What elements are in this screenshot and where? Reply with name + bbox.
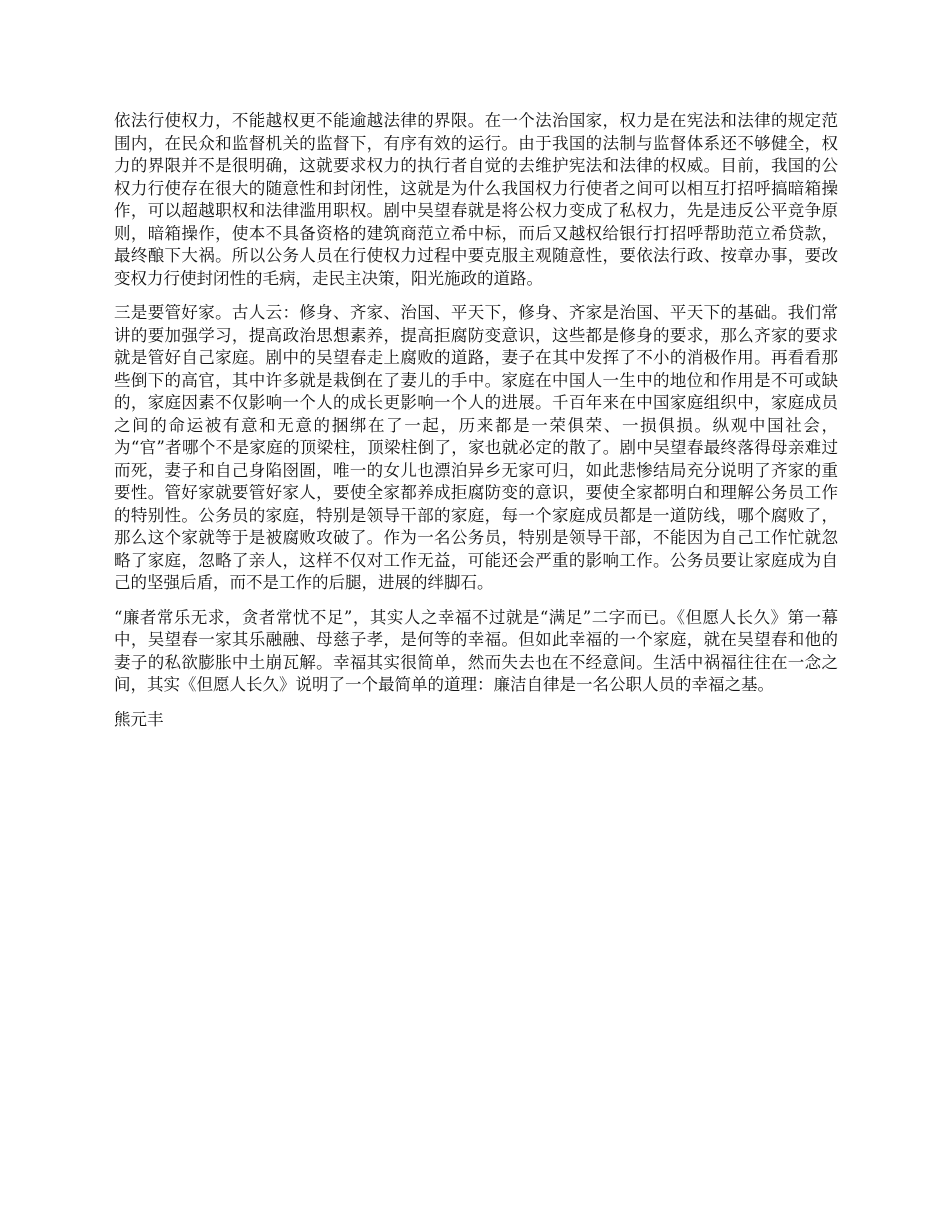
document-body bbox=[114, 110, 838, 731]
paragraph-happiness: “廉者常乐无求，贪者常忧不足”，其实人之幸福不过就是“满足”二字而已。《但愿人长久》第一幕中，吴望春一家其乐融融、母慈子孝，是何等的幸福。但如此幸福的一个家庭，就在吴望春和他的妻子的私欲膨胀中土崩瓦解。幸福其实很简单，然而失去也在不经意间。生活中祸福往往在一念之间，其实《但愿人长久》说明了一个最简单的道理：廉洁自律是一名公职人员的幸福之基。 bbox=[114, 607, 838, 694]
paragraph-rights: 依法行使权力，不能越权更不能逾越法律的界限。在一个法治国家，权力是在宪法和法律的规定范围内，在民众和监督机关的监督下，有序有效的运行。由于我国的法制与监督体系还不够健全，权力的界限并不是很明确，这就要求权力的执行者自觉的去维护宪法和法律的权威。目前，我国的公权力行使存在很大的随意性和封闭性，这就是为什么我国权力行使者之间可以相互打招呼搞暗箱操作，可以超越职权和法律滥用职权。剧中吴望春就是将公权力变成了私权力，先是违反公平竞争原则，暗箱操作，使本不具备资格的建筑商范立希中标，而后又越权给银行打招呼帮助范立希贷款，最终酿下大祸。所以公务人员在行使权力过程中要克服主观随意性，要依法行政、按章办事，要改变权力行使封闭性的毛病，走民主决策，阳光施政的道路。 bbox=[114, 111, 838, 288]
paragraph-family: 三是要管好家。古人云：修身、齐家、治国、平天下，修身、齐家是治国、平天下的基础。我们常讲的要加强学习，提高政治思想素养，提高拒腐防变意识，这些都是修身的要求，那么齐家的要求就是管好自己家庭。剧中的吴望春走上腐败的道路，妻子在其中发挥了不小的消极作用。再看看那些倒下的高官，其中许多就是栽倒在了妻儿的手中。家庭在中国人一生中的地位和作用是不可或缺的，家庭因素不仅影响一个人的成长更影响一个人的进展。千百年来在中国家庭组织中，家庭成员之间的命运被有意和无意的捆绑在了一起，历来都是一荣俱荣、一损俱损。纵观中国社会，为“官”者哪个不是家庭的顶梁柱，顶梁柱倒了，家也就必定的散了。剧中吴望春最终落得母亲难过而死，妻子和自己身陷囹圄，唯一的女儿也漂泊异乡无家可归，如此悲惨结局充分说明了齐家的重要性。管好家就要管好家人，要使全家都养成拒腐防变的意识，要使全家都明白和理解公务员工作的特别性。公务员的家庭，特别是领导干部的家庭，每一个家庭成员都是一道防线，哪个腐败了，那么这个家就等于是被腐败攻破了。作为一名公务员，特别是领导干部，不能因为自己工作忙就忽略了家庭，忽略了亲人，这样不仅对工作无益，可能还会严重的影响工作。公务员要让家庭成为自己的坚强后盾，而不是工作的后腿，进展的绊脚石。 bbox=[114, 303, 838, 592]
author-signature: 熊元丰 bbox=[114, 709, 164, 729]
